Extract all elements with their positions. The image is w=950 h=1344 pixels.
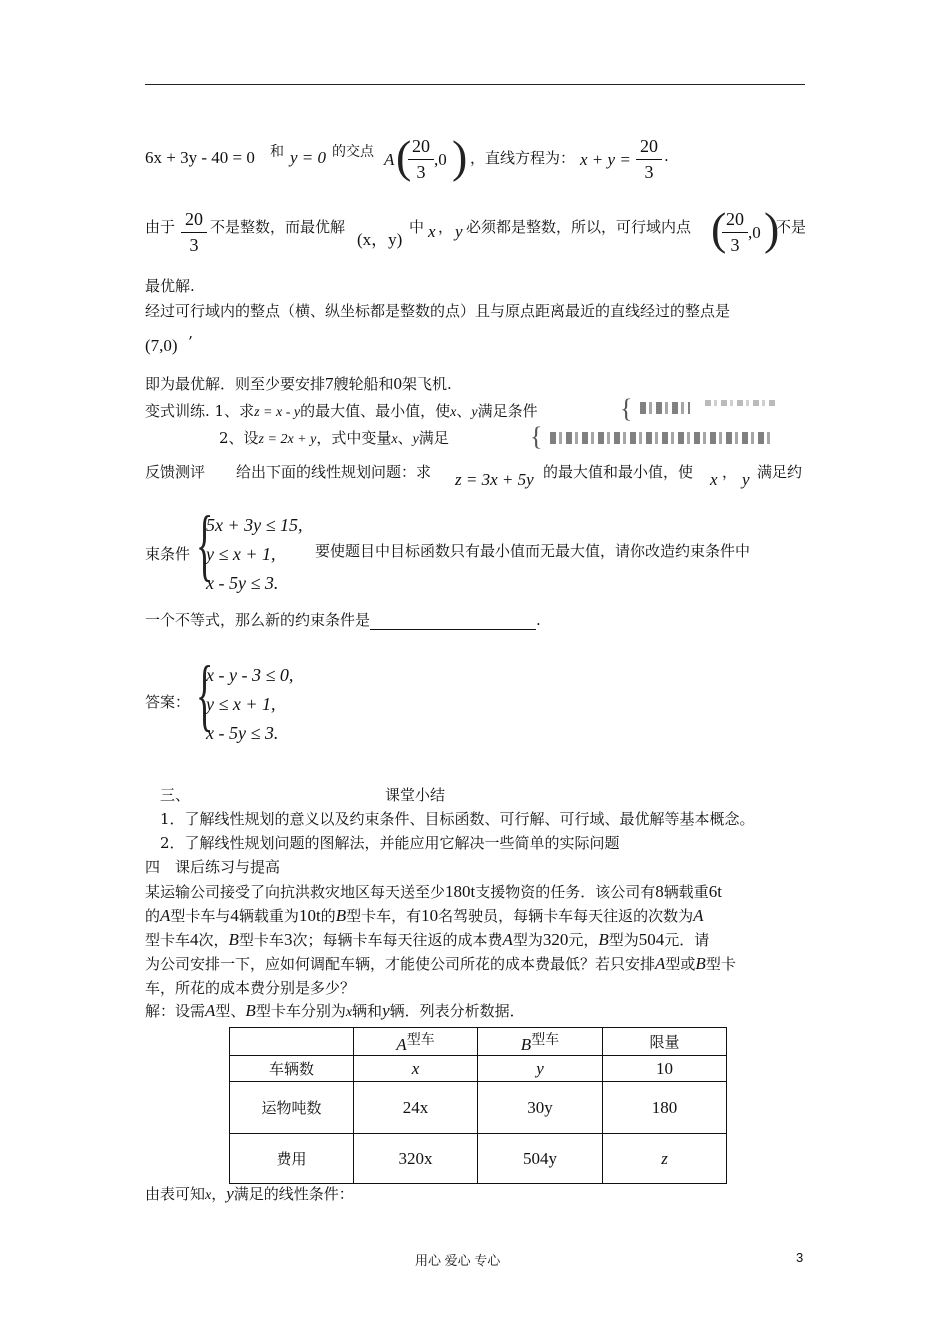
answer-blank[interactable] bbox=[370, 613, 536, 630]
fraction-denominator: 3 bbox=[416, 162, 426, 182]
type-a: A bbox=[205, 1001, 216, 1020]
section-4-title: 四 课后练习与提高 bbox=[145, 858, 281, 876]
period: . bbox=[664, 147, 669, 165]
fraction-denominator: 3 bbox=[189, 235, 199, 255]
blurred-constraint-2 bbox=[550, 432, 770, 444]
comma: ， bbox=[722, 463, 738, 481]
table-header-row bbox=[230, 1028, 727, 1056]
text: 元．请 bbox=[664, 931, 710, 949]
data-table bbox=[229, 1027, 727, 1184]
fraction-numerator: 20 bbox=[640, 136, 658, 156]
text: 为公司安排一下，应如何调配车辆，才能使公司所花的成本费最低？若只安排 bbox=[145, 955, 656, 973]
summary-item-2: 2．了解线性规划问题的图解法，并能应用它解决一些简单的实际问题 bbox=[160, 834, 620, 852]
header-cell bbox=[354, 1028, 478, 1056]
number-3: 3 bbox=[283, 930, 293, 949]
type-a: A bbox=[655, 954, 666, 973]
problem-line-1 bbox=[145, 882, 722, 902]
text: 的 bbox=[145, 907, 161, 925]
equation-1: 6x + 3y - 40 = 0 bbox=[145, 148, 255, 167]
number-320: 320 bbox=[542, 930, 569, 949]
feedback-text-5: 要使题目中目标函数只有最小值而无最大值，请你改造约束条件中 bbox=[315, 542, 751, 560]
feedback-text-6 bbox=[145, 610, 541, 630]
fraction-20-3-d bbox=[722, 209, 748, 256]
answer-label: 答案： bbox=[145, 693, 191, 711]
text: 次；每辆卡车每天往返的成本费 bbox=[292, 931, 503, 949]
number-4: 4 bbox=[190, 930, 199, 949]
text: 型为 bbox=[512, 931, 543, 949]
variant-text-4: 满足 bbox=[418, 429, 449, 447]
table-cell: z bbox=[603, 1134, 727, 1184]
number-8: 8 bbox=[655, 882, 664, 901]
type-b: B bbox=[335, 906, 347, 925]
header-a-suffix: 型车 bbox=[406, 1031, 435, 1048]
var-x: x bbox=[428, 222, 436, 241]
text-zhong: 中 bbox=[409, 218, 425, 236]
right-paren: ) bbox=[764, 203, 780, 254]
text: 型卡车 bbox=[238, 931, 284, 949]
footer-motto: 用心 爱心 专心 bbox=[415, 1253, 501, 1268]
answer-constraint-1: x - y - 3 ≤ 0, bbox=[206, 665, 294, 685]
feedback-text-4: 束条件 bbox=[145, 545, 191, 563]
number-10: 10 bbox=[298, 906, 316, 925]
answer-constraint-2: y ≤ x + 1, bbox=[206, 694, 276, 714]
type-a: A bbox=[160, 906, 171, 925]
text-jiaodian: 的交点 bbox=[332, 144, 374, 160]
sep: ， bbox=[438, 218, 454, 236]
table-cell: 运物吨数 bbox=[230, 1082, 354, 1134]
fraction-bar bbox=[636, 159, 662, 160]
point-7-0: (7,0) bbox=[145, 336, 178, 355]
number-6: 6 bbox=[708, 882, 718, 901]
solution-line bbox=[145, 1001, 525, 1023]
text-part-b: 艘轮船和 bbox=[333, 375, 394, 393]
number-180: 180 bbox=[445, 882, 471, 901]
type-b: B bbox=[598, 930, 609, 949]
text-bushi: 不是 bbox=[776, 218, 807, 236]
text-part-c: 架飞机. bbox=[402, 375, 452, 393]
point-a-label: A bbox=[384, 150, 395, 169]
left-paren: ( bbox=[711, 203, 727, 254]
var-y: y bbox=[471, 405, 478, 420]
table-cell: 费用 bbox=[230, 1134, 354, 1184]
summary-item-1: 1．了解线性规划的意义以及约束条件、目标函数、可行解、可行域、最优解等基本概念。 bbox=[160, 810, 755, 828]
number-4: 4 bbox=[230, 906, 239, 925]
constraint-3: x - 5y ≤ 3. bbox=[206, 573, 279, 593]
var-y: y bbox=[455, 222, 463, 241]
text: 型或 bbox=[665, 955, 696, 973]
constraint-2: y ≤ x + 1, bbox=[206, 544, 276, 564]
text: 辆载重 bbox=[663, 883, 709, 901]
var-x: x bbox=[345, 1005, 353, 1020]
fraction-20-3-b bbox=[636, 136, 662, 183]
left-paren: ( bbox=[396, 131, 412, 182]
header-cell: 限量 bbox=[603, 1028, 727, 1056]
table-cell: 504y bbox=[478, 1134, 603, 1184]
problem-line-4 bbox=[145, 954, 736, 974]
text-integer-point: 经过可行域内的整点（横、纵坐标都是整数的点）且与原点距离最近的直线经过的整点是 bbox=[145, 302, 731, 320]
feedback-text-2: 的最大值和最小值，使 bbox=[543, 463, 694, 481]
var-y: y bbox=[382, 1001, 390, 1020]
text: 辆和 bbox=[352, 1002, 383, 1020]
text: 元， bbox=[568, 931, 599, 949]
fraction-20-3-c bbox=[181, 209, 207, 256]
var-x: x bbox=[710, 470, 718, 489]
number-504: 504 bbox=[638, 930, 665, 949]
table-cell: 180 bbox=[603, 1082, 727, 1134]
fraction-bar bbox=[181, 232, 207, 233]
feedback-question: 一个不等式，那么新的约束条件是 bbox=[145, 611, 371, 629]
table-cell: 10 bbox=[603, 1056, 727, 1082]
table-cell: 车辆数 bbox=[230, 1056, 354, 1082]
section-3-title: 课堂小结 bbox=[385, 786, 446, 804]
text: 型卡车，有 bbox=[346, 907, 422, 925]
type-b: B bbox=[228, 930, 239, 949]
right-paren: ) bbox=[452, 131, 468, 182]
variant-1 bbox=[145, 401, 538, 423]
type-b: B bbox=[695, 954, 706, 973]
header-b-suffix: 型车 bbox=[531, 1031, 560, 1048]
table-cell: 30y bbox=[478, 1082, 603, 1134]
var-y: y bbox=[412, 432, 419, 447]
after-table-line: 由表可知x，y满足的线性条件： bbox=[145, 1184, 354, 1203]
sep: 、 bbox=[397, 429, 413, 447]
text: 型卡车分别为 bbox=[255, 1002, 346, 1020]
optimal-xy: (x，y) bbox=[357, 230, 403, 249]
number-0: 0 bbox=[393, 374, 403, 393]
header-cell bbox=[230, 1028, 354, 1056]
type-a: A bbox=[396, 1034, 407, 1054]
unit-t: t bbox=[717, 882, 723, 901]
text: 名驾驶员，每辆卡车每天往返的次数为 bbox=[438, 907, 694, 925]
text: 支援物资的任务．该公司有 bbox=[475, 883, 656, 901]
period: . bbox=[536, 611, 541, 629]
quote-mark: ’ bbox=[188, 333, 193, 351]
variant-label: 变式训练. 1、求 bbox=[145, 402, 255, 420]
variant-text-2: 满足条件 bbox=[477, 402, 538, 420]
text: 型卡车与 bbox=[170, 907, 231, 925]
problem-line-2 bbox=[145, 906, 704, 926]
variant-2-label: 2、设 bbox=[219, 429, 259, 447]
var-x: x bbox=[205, 1188, 212, 1203]
variant-2 bbox=[219, 428, 449, 450]
header-cell bbox=[478, 1028, 603, 1056]
var-y: y bbox=[226, 1184, 234, 1203]
constraint-1: 5x + 3y ≤ 15, bbox=[206, 515, 303, 535]
text: 型卡车 bbox=[145, 931, 191, 949]
point-tail: ,0 bbox=[434, 150, 447, 169]
answer-brace: { bbox=[196, 651, 214, 739]
text: 型、 bbox=[215, 1002, 246, 1020]
text: 辆．列表分析数据． bbox=[389, 1002, 525, 1020]
table-cell: y bbox=[478, 1056, 603, 1082]
unit-t: t bbox=[470, 882, 476, 901]
equation-2: y = 0 bbox=[290, 148, 327, 167]
expr-z-2x-y: z = 2x + y bbox=[258, 432, 317, 447]
variant-text-1: 的最大值、最小值，使 bbox=[300, 402, 451, 420]
text: 次， bbox=[198, 931, 229, 949]
var-x: x bbox=[450, 405, 457, 420]
fraction-bar bbox=[722, 232, 748, 233]
table-cell: 24x bbox=[354, 1082, 478, 1134]
number-7: 7 bbox=[325, 374, 334, 393]
fraction-numerator: 20 bbox=[726, 209, 744, 229]
number-10: 10 bbox=[421, 906, 439, 925]
feedback-label: 反馈测评 bbox=[145, 463, 206, 481]
fraction-denominator: 3 bbox=[644, 162, 654, 182]
feedback-text-3: 满足约 bbox=[757, 463, 803, 481]
type-b: B bbox=[520, 1034, 532, 1054]
header-rule bbox=[145, 84, 805, 85]
text: 型为 bbox=[608, 931, 639, 949]
table-row bbox=[230, 1056, 727, 1082]
page-number: 3 bbox=[796, 1250, 804, 1265]
fraction-numerator: 20 bbox=[412, 136, 430, 156]
blurred-constraint-1b bbox=[705, 400, 775, 406]
expr-z-x-y: z = x - y bbox=[254, 405, 301, 420]
type-a: A bbox=[693, 906, 704, 925]
text-must-integer: 必须都是整数，所以，可行域内点 bbox=[466, 218, 692, 236]
fraction-bar bbox=[408, 159, 434, 160]
text: 型卡 bbox=[705, 955, 736, 973]
text: 的 bbox=[320, 907, 336, 925]
table-row bbox=[230, 1082, 727, 1134]
text-not-integer: 不是整数，而最优解 bbox=[210, 218, 346, 236]
feedback-text-1: 给出下面的线性规划问题：求 bbox=[236, 463, 432, 481]
var-x: x bbox=[391, 432, 398, 447]
var-y: y bbox=[742, 470, 750, 489]
blurred-constraint-1 bbox=[640, 402, 690, 414]
problem-line-3 bbox=[145, 930, 709, 950]
problem-line-5: 车，所花的成本费分别是多少？ bbox=[145, 979, 356, 997]
constraint-brace: { bbox=[196, 501, 214, 589]
text: 某运输公司接受了向抗洪救灾地区每天送至少 bbox=[145, 883, 446, 901]
text: 解：设需 bbox=[145, 1002, 206, 1020]
text-optimal-solution bbox=[145, 374, 452, 394]
blurred-brace-2: { bbox=[530, 422, 543, 451]
table-cell: 320x bbox=[354, 1134, 478, 1184]
fraction-denominator: 3 bbox=[730, 235, 740, 255]
fraction-20-3 bbox=[408, 136, 434, 183]
fraction-numerator: 20 bbox=[185, 209, 203, 229]
type-b: B bbox=[245, 1001, 256, 1020]
type-a: A bbox=[502, 930, 513, 949]
text-optimal: 最优解. bbox=[145, 277, 195, 295]
unit-t: t bbox=[315, 906, 321, 925]
text-part-a: 即为最优解．则至少要安排 bbox=[145, 375, 326, 393]
text: 满足的线性条件： bbox=[233, 1185, 354, 1203]
section-3-number: 三、 bbox=[160, 786, 191, 804]
expr-z-3x-5y: z = 3x + 5y bbox=[455, 470, 534, 489]
text-line-eq-intro: ，直线方程为： bbox=[470, 149, 576, 167]
text: 由表可知 bbox=[145, 1185, 206, 1203]
table-row bbox=[230, 1134, 727, 1184]
variant-text-3: ，式中变量 bbox=[316, 429, 392, 447]
sep: 、 bbox=[456, 402, 472, 420]
text-youyu: 由于 bbox=[145, 218, 176, 236]
text-he: 和 bbox=[270, 144, 284, 160]
answer-constraint-3: x - 5y ≤ 3. bbox=[206, 723, 279, 743]
table-cell: x bbox=[354, 1056, 478, 1082]
blurred-brace-1: { bbox=[620, 394, 633, 423]
point-tail-b: ,0 bbox=[748, 223, 761, 242]
text: 辆载重为 bbox=[238, 907, 299, 925]
line-equation: x + y = bbox=[580, 150, 631, 169]
